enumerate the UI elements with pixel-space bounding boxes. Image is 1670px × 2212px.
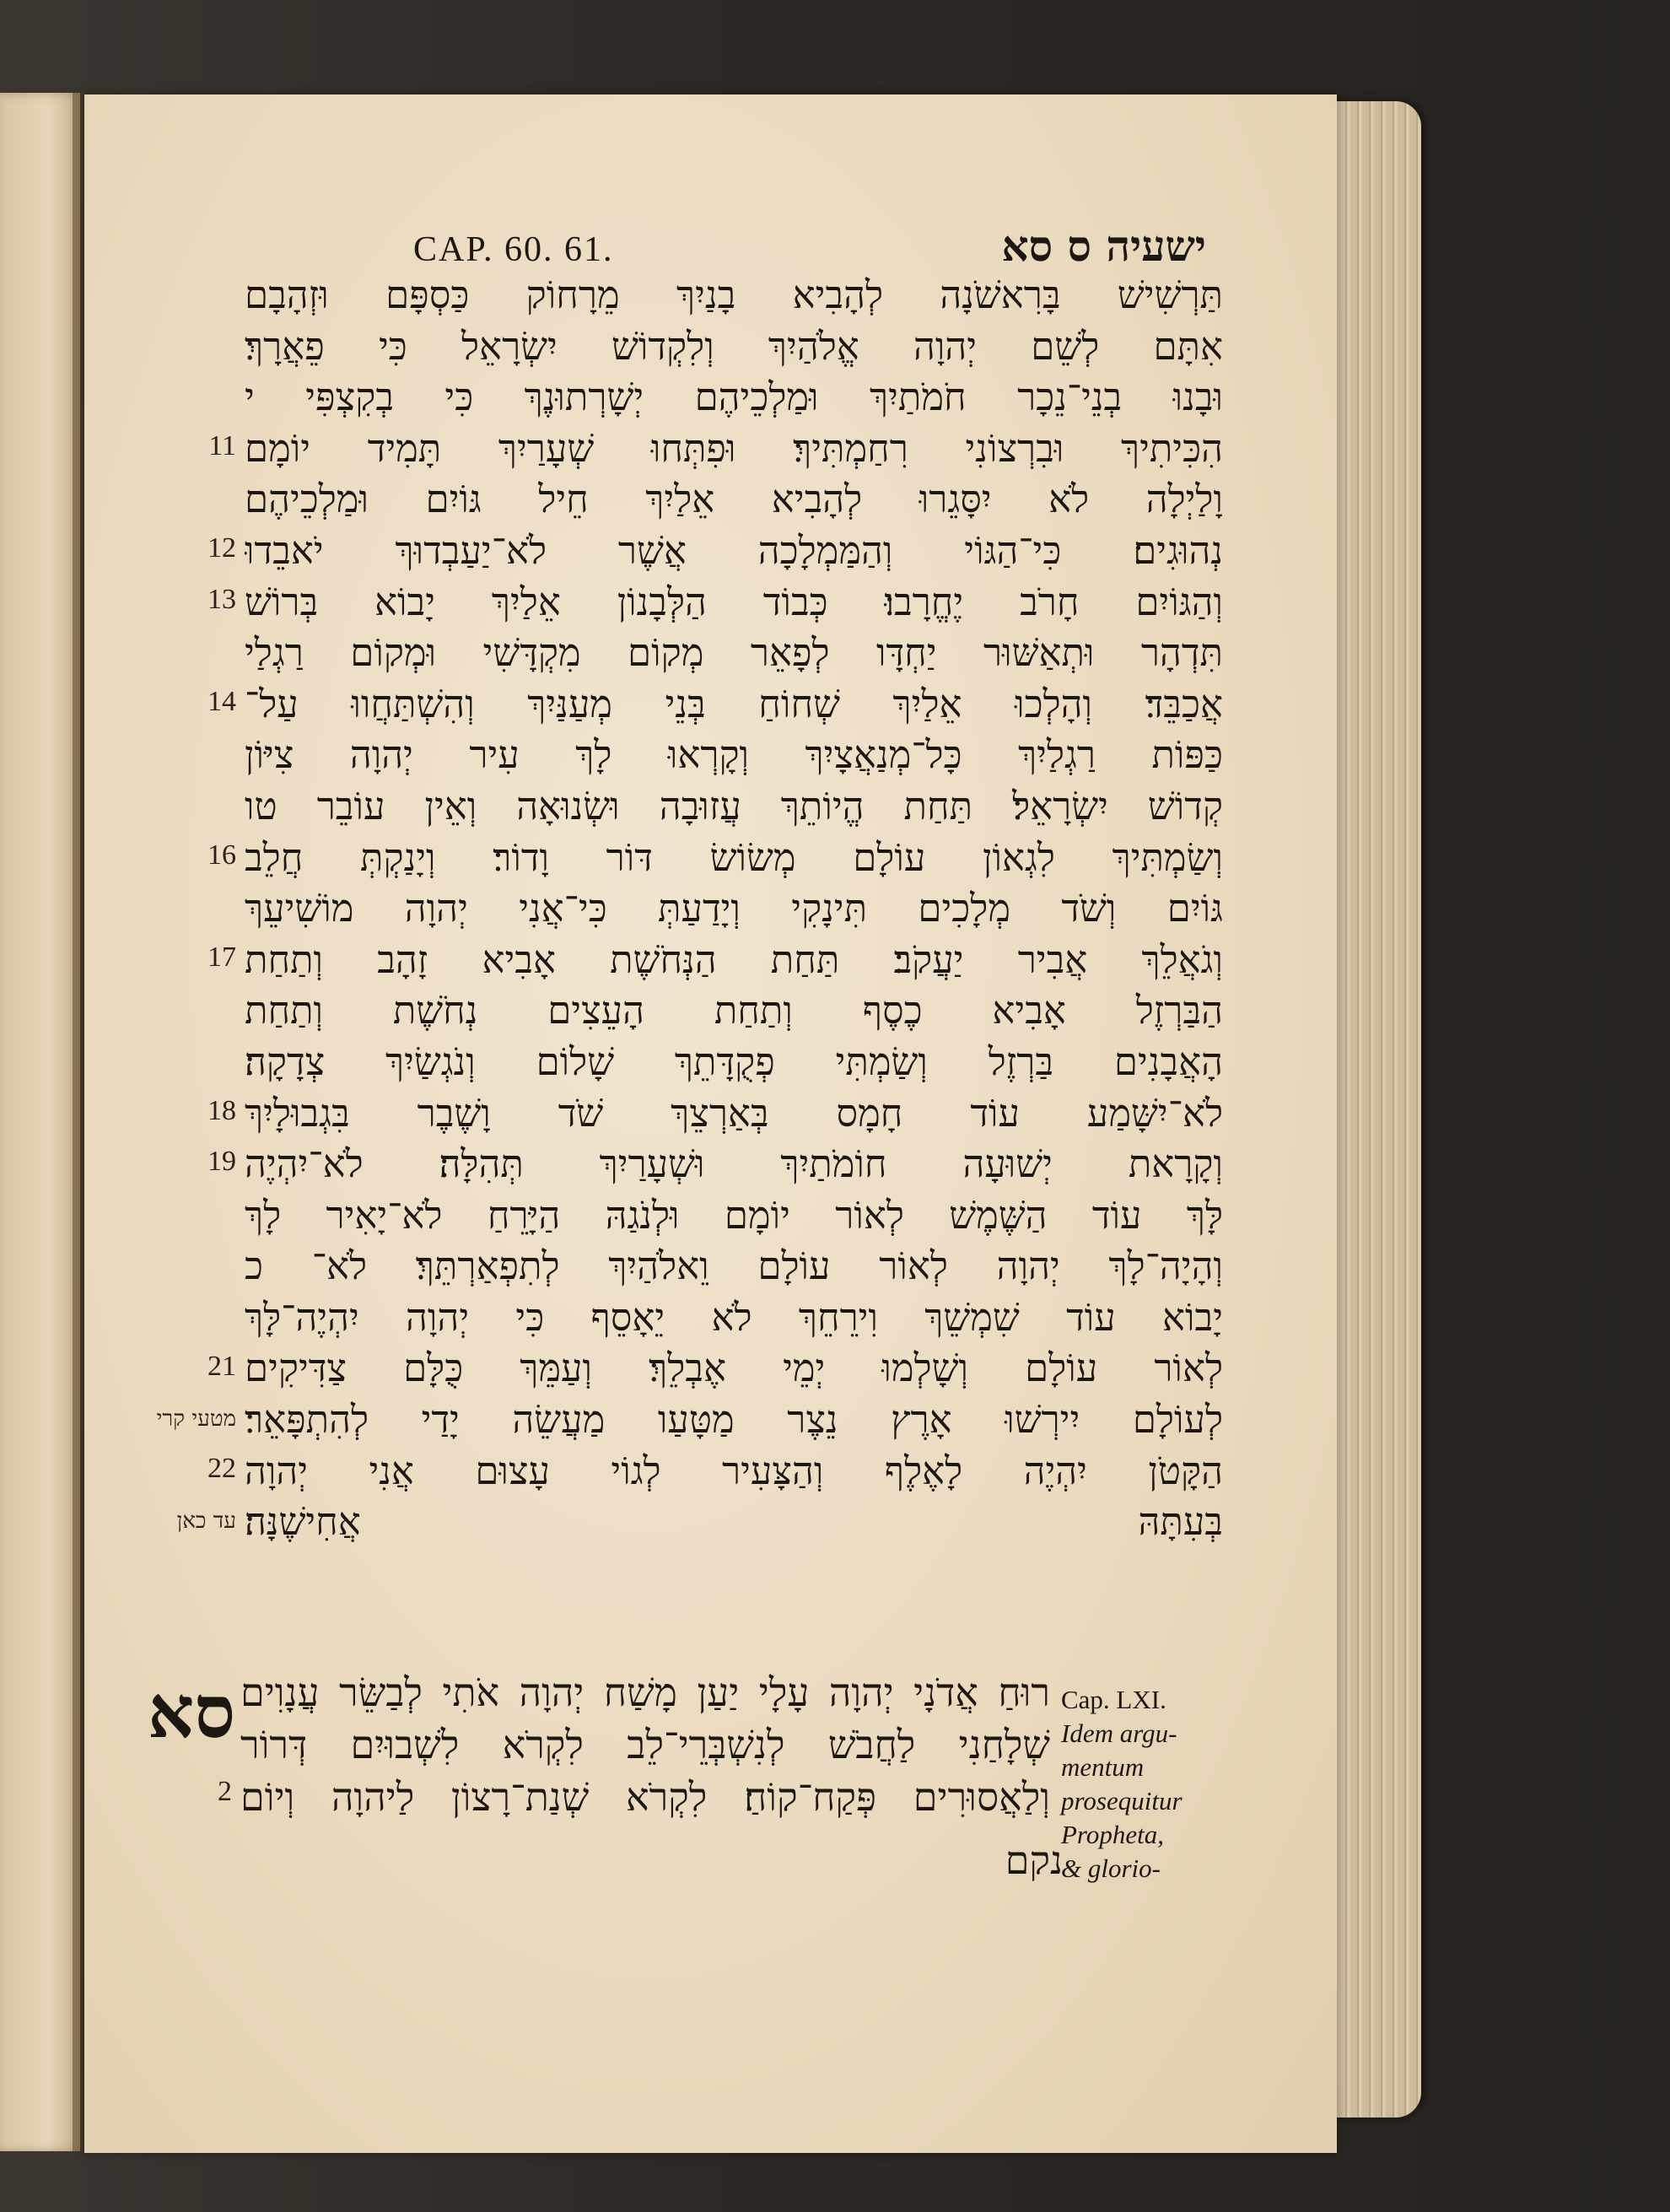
text-line: הַבַּרְזֶל אָבִיא כֶסֶף וְתַחַת הָעֵצִים נְחֹשֶׁת וְתַחַת (245, 988, 1223, 1033)
verse-number: 12 (207, 532, 236, 564)
text-line: נְהוּגִים׃ כִּי־הַגּוֹי וְהַמַּמְלָכָה אֲשֶׁר לֹא־יַעַבְדוּךְ יֹאבֵדוּ (245, 527, 1223, 573)
text-line: וְקָרָאת יְשׁוּעָה חוֹמֹתַיִךְ וּשְׁעָרַיִךְ תְּהִלָּה׃ לֹא־יִהְיֶה (245, 1141, 1223, 1187)
marginal-note: עד כאן (176, 1508, 236, 1535)
verse-number: 21 (207, 1350, 236, 1382)
verse-number: 22 (207, 1452, 236, 1484)
running-head-latin: CAP. 60. 61. (413, 230, 614, 269)
running-head-hebrew: ישעיה ס סא (1001, 221, 1206, 271)
text-line: יָבוֹא עוֹד שִׁמְשֵׁךְ וִירֵחֵךְ לֹא יֵאָסֵף כִּי יְהוָה יִהְיֶה־לָּךְ (245, 1294, 1223, 1340)
text-line: לְעוֹלָם יִירְשׁוּ אָרֶץ נֵצֶר מַטָּעַו מַעֲשֵׂה יָדַי לְהִתְפָּאֵר׃ (245, 1397, 1223, 1443)
text-line: הָאֲבָנִים בַּרְזֶל וְשַׂמְתִּי פְקֻדָּתֵךְ שָׁלוֹם וְנֹגְשַׂיִךְ צְדָקָה׃ (245, 1039, 1223, 1084)
text-line: בְּעִתָּהּ אֲחִישֶׁנָּה׃ (245, 1499, 1223, 1545)
text-line: וְהַגּוֹיִם חָרֹב יֶחֱרָבוּ׃ כְּבוֹד הַלְּבָנוֹן אֵלַיִךְ יָבוֹא בְּרוֹשׁ (245, 579, 1223, 624)
text-block (156, 270, 1223, 1548)
catchword: נקם (1005, 1837, 1063, 1883)
text-line: וּבָנוּ בְנֵי־נֵכָר חֹמֹתַיִךְ וּמַלְכֵיהֶם יְשָׁרְתוּנֶךְ כִּי בְקִצְפִּי י (245, 375, 1223, 420)
verse-number: 2 (218, 1776, 232, 1807)
text-line: וְהָיָה־לָךְ יְהוָה לְאוֹר עוֹלָם וֵאלֹהַיִךְ לְתִפְאַרְתֵּךְ׃ לֹא־ כ (245, 1244, 1223, 1289)
text-line: הִכִּיתִיךְ וּבִרְצוֹנִי רִחַמְתִּיךְ׃ וּפִתְּחוּ שְׁעָרַיִךְ תָּמִיד יוֹמָם (245, 425, 1223, 471)
text-line: לָּךְ עוֹד הַשֶּׁמֶשׁ לְאוֹר יוֹמָם וּלְנֹגַהּ הַיָּרֵחַ לֹא־יָאִיר לָךְ (245, 1192, 1223, 1238)
chapter-61-line: וְלַאֲסוּרִים פְּקַח־קוֹחַ׃ לִקְרֹא שְׁנַת־רָצוֹן לַיהוָה וְיוֹם (240, 1774, 1050, 1820)
text-line: וְגֹאֲלֵךְ אֲבִיר יַעֲקֹב׃ תַּחַת הַנְּחֹשֶׁת אָבִיא זָהָב וְתַחַת (245, 936, 1223, 982)
text-line: תַּרְשִׁישׁ בָּרִאשֹׁנָה לְהָבִיא בָנַיִךְ מֵרָחוֹק כַּסְפָּם וּזְהָבָם (245, 272, 1223, 317)
side-note-line: & glorio- (1061, 1853, 1161, 1883)
text-line: וָלַיְלָה לֹא יִסָּגֵרוּ לְהָבִיא אֵלַיִךְ חֵיל גּוֹיִם וּמַלְכֵיהֶם (245, 477, 1223, 522)
chapter-61-line: רוּחַ אֲדֹנָי יְהוָה עָלָי יַעַן מָשַׁח יְהוָה אֹתִי לְבַשֵּׂר עֲנָוִים (240, 1670, 1050, 1715)
side-note-title: Cap. LXI. (1061, 1685, 1166, 1714)
text-line: כַּפּוֹת רַגְלַיִךְ כָּל־מְנַאֲצָיִךְ וְקָרְאוּ לָךְ עִיר יְהוָה צִיּוֹן (245, 732, 1223, 778)
text-line: הַקָּטֹן יִהְיֶה לָאֶלֶף וְהַצָּעִיר לְגוֹי עָצוּם אֲנִי יְהוָה (245, 1448, 1223, 1493)
text-line: קְדוֹשׁ יִשְׂרָאֵל׃ תַּחַת הֱיוֹתֵךְ עֲזוּבָה וּשְׂנוּאָה וְאֵין עוֹבֵר טו (245, 783, 1223, 828)
text-line: לֹא־יִשָּׁמַע עוֹד חָמָס בְּאַרְצֵךְ שֹׁד וָשֶׁבֶר בִּגְבוּלָיִךְ (245, 1090, 1223, 1136)
side-note-line: prosequitur (1061, 1786, 1182, 1815)
verse-number: 19 (207, 1146, 236, 1178)
text-line: אִתָּם לְשֵׁם יְהוָה אֱלֹהַיִךְ וְלִקְדוֹשׁ יִשְׂרָאֵל כִּי פֵאֲרָךְ׃ (245, 323, 1223, 369)
text-line: וְשַׂמְתִּיךְ לִגְאוֹן עוֹלָם מְשׂוֹשׂ דּוֹר וָדוֹר׃ וְיָנַקְתְּ חֲלֵב (245, 834, 1223, 880)
text-line: תִּדְהָר וּתְאַשּׁוּר יַחְדָּו לְפָאֵר מְקוֹם מִקְדָּשִׁי וּמְקוֹם רַגְלַי (245, 630, 1223, 676)
side-note-line: Idem argu- (1061, 1718, 1177, 1748)
verse-number: 16 (207, 839, 236, 871)
side-note (1061, 1683, 1204, 1886)
verse-number: 17 (207, 941, 236, 973)
text-line: לְאוֹר עוֹלָם וְשָׁלְמוּ יְמֵי אֶבְלֵךְ׃ וְעַמֵּךְ כֻּלָּם צַדִּיקִים (245, 1346, 1223, 1391)
verse-number: 14 (207, 685, 236, 717)
text-line: גּוֹיִם וְשֹׁד מְלָכִים תִּינָקִי וְיָדַעַתְּ כִּי־אֲנִי יְהוָה מוֹשִׁיעֵךְ (245, 886, 1223, 931)
verse-number: 18 (207, 1094, 236, 1126)
marginal-note: מטעי קרי (156, 1406, 236, 1432)
side-note-line: Propheta, (1061, 1820, 1164, 1849)
verse-number: 11 (208, 429, 236, 461)
side-note-line: mentum (1061, 1752, 1145, 1782)
chapter-61-line: שְׁלָחַנִי לַחֲבֹשׁ לְנִשְׁבְּרֵי־לֵב לִקְרֹא לִשְׁבוּיִם דְּרוֹר (240, 1722, 1050, 1767)
text-line: אֲכַבֵּד׃ וְהָלְכוּ אֵלַיִךְ שְׁחוֹחַ בְּנֵי מְעַנַּיִךְ וְהִשְׁתַּחֲווּ עַל־ (245, 681, 1223, 726)
verse-number: 13 (207, 583, 236, 615)
left-page-edge (0, 93, 80, 2151)
chapter-number: סא (148, 1670, 236, 1755)
